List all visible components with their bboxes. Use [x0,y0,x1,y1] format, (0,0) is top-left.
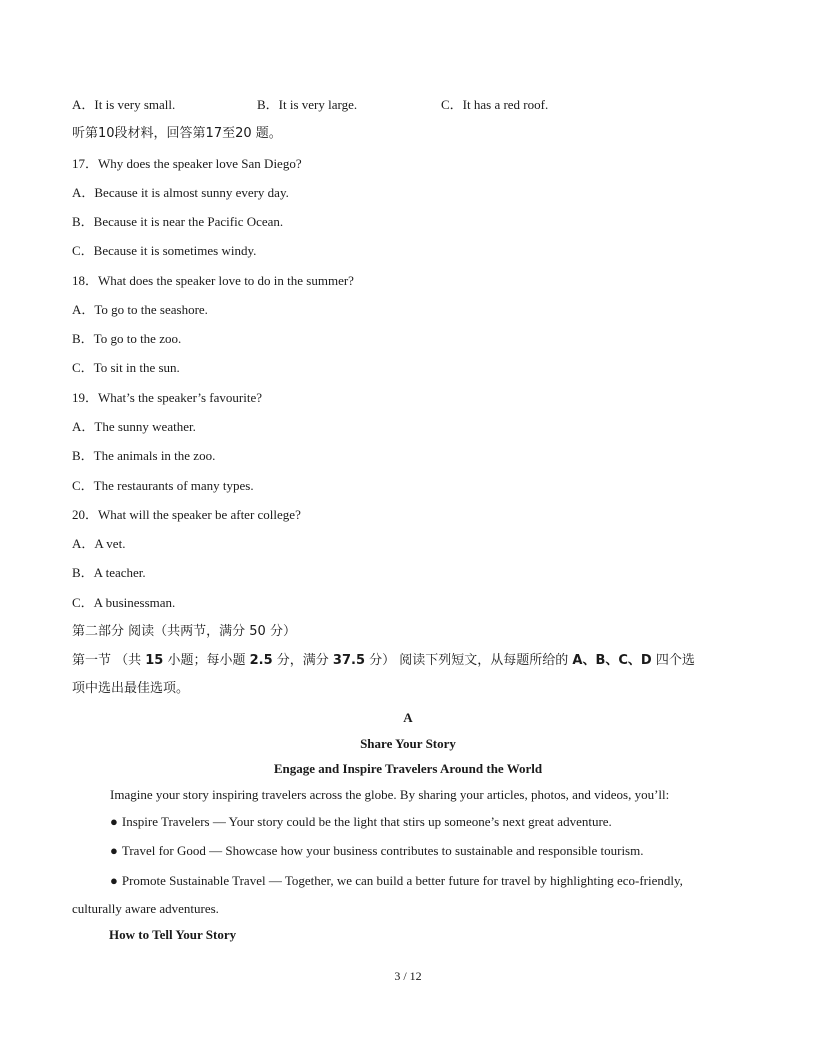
sec1-mid1: 小题；每小题 [163,653,250,668]
q20-option-a: A．A vet. [72,536,126,551]
passage-subtitle: Engage and Inspire Travelers Around the World [273,761,543,776]
sec1-points-each: 2.5 [249,653,273,668]
q16-option-c: C．It has a red roof. [441,97,549,112]
passage-section-heading: How to Tell Your Story [109,927,237,942]
q19-option-c: C．The restaurants of many types. [72,478,254,493]
q17-stem: 17．Why does the speaker love San Diego? [72,156,302,171]
q18-option-b: B．To go to the zoo. [72,331,182,346]
q17-option-c: C．Because it is sometimes windy. [72,243,257,258]
sec1-option-letters: A、B、C、D [572,653,652,668]
part2-section1-instructions [72,653,695,669]
q16-option-a: A．It is very small. [72,97,176,112]
page-number: 3 / 12 [394,969,422,983]
q18-option-a: A．To go to the seashore. [72,302,208,317]
sec1-pre: 第一节 （共 [72,653,146,668]
bullet-text: Travel for Good — Showcase how your business contributes to sustainable and responsible tourism. [121,843,644,858]
passage-bullet-3 [110,873,683,889]
bullet-icon: ● [110,814,118,829]
passage-bullet-2 [110,843,643,859]
passage-letter: A [403,710,413,725]
q16-option-b: B．It is very large. [257,97,358,112]
part2-section1-instructions-cont: 项中选出最佳选项。 [72,681,190,696]
bullet-text: Inspire Travelers — Your story could be the light that stirs up someone’s next great adventure. [121,814,612,829]
q19-option-a: A．The sunny weather. [72,419,196,434]
sec1-count: 15 [145,653,164,668]
listening-instruction-10: 听第10段材料，回答第17至20 题。 [72,126,282,141]
sec1-end: 四个选 [651,653,695,668]
sec1-mid2: 分，满分 [272,653,333,668]
passage-bullet-3-cont: culturally aware adventures. [72,901,219,916]
q20-stem: 20．What will the speaker be after college? [72,507,301,522]
q20-option-b: B．A teacher. [72,565,146,580]
bullet-icon: ● [110,843,118,858]
q17-option-a: A．Because it is almost sunny every day. [72,185,289,200]
passage-title: Share Your Story [360,736,456,751]
passage-bullet-1 [110,814,612,830]
q18-stem: 18．What does the speaker love to do in the summer? [72,273,354,288]
q19-stem: 19．What’s the speaker’s favourite? [72,390,262,405]
q20-option-c: C．A businessman. [72,595,176,610]
q18-option-c: C．To sit in the sun. [72,360,180,375]
sec1-points-total: 37.5 [332,653,365,668]
sec1-mid3: 分） 阅读下列短文，从每题所给的 [365,653,573,668]
passage-intro: Imagine your story inspiring travelers across the globe. By sharing your articles, photos, and videos, you’ll: [110,787,670,802]
bullet-icon: ● [110,873,118,888]
bullet-text: Promote Sustainable Travel — Together, we can build a better future for travel by highlighting eco-friendly, [121,873,683,888]
part2-title: 第二部分 阅读（共两节，满分 50 分） [72,624,296,639]
q17-option-b: B．Because it is near the Pacific Ocean. [72,214,284,229]
q19-option-b: B．The animals in the zoo. [72,448,216,463]
